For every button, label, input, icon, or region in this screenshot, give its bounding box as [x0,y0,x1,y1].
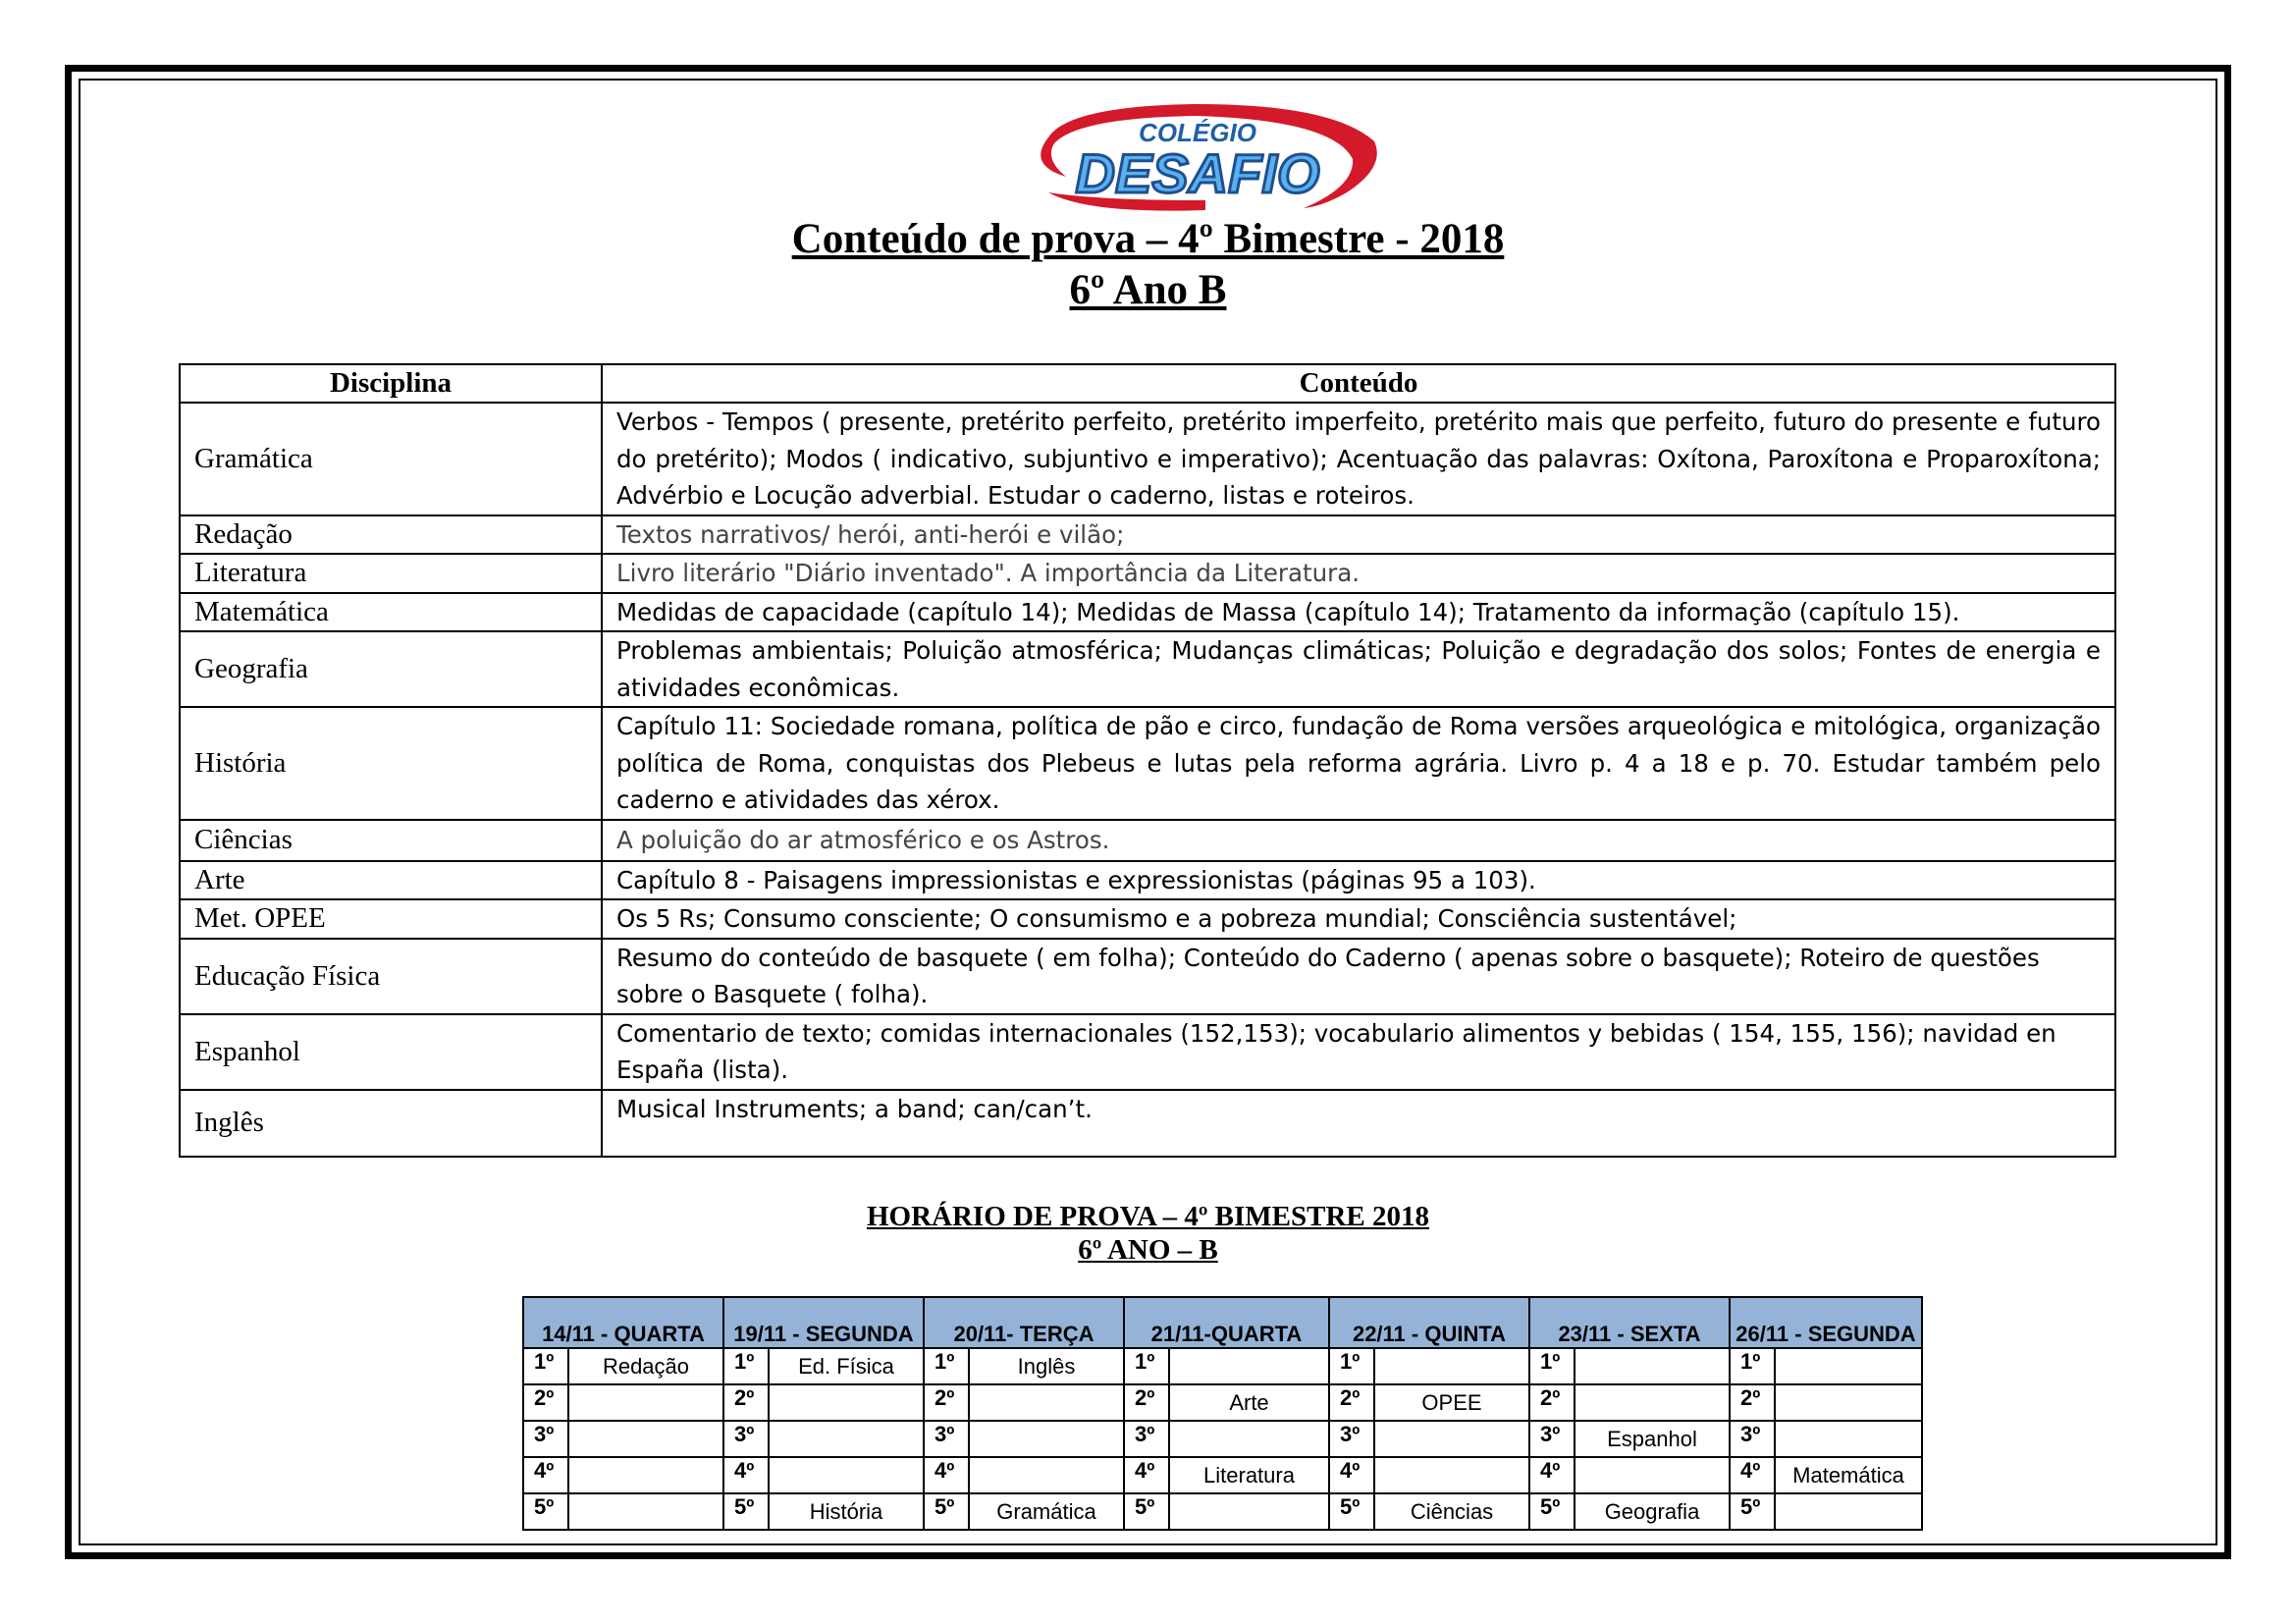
discipline-cell: Educação Física [180,939,602,1014]
discipline-cell: História [180,707,602,820]
content-cell: Comentario de texto; comidas internacionales (152,153); vocabulario alimentos y bebidas ( 154, 155, 156); navidad en España (lista). [602,1014,2115,1090]
table-row [180,939,2115,1014]
schedule-row [523,1384,1922,1421]
discipline-cell: Matemática [180,593,602,632]
period-number: 5º [1124,1493,1169,1530]
period-number: 3º [523,1421,568,1457]
discipline-cell: Geografia [180,631,602,707]
schedule-subject-cell [1374,1457,1529,1493]
schedule-day-header: 22/11 - QUINTA [1329,1297,1529,1348]
schedule-subject-cell [568,1457,723,1493]
content-table [179,363,2116,1158]
schedule-row [523,1493,1922,1530]
content-cell: Livro literário "Diário inventado". A importância da Literatura. [602,554,2115,593]
period-number: 3º [924,1421,969,1457]
period-number: 4º [1124,1457,1169,1493]
period-number: 2º [1529,1384,1575,1421]
period-number: 2º [723,1384,769,1421]
period-number: 2º [523,1384,568,1421]
schedule-subject-cell: História [769,1493,924,1530]
period-number: 3º [1329,1421,1374,1457]
schedule-title: HORÁRIO DE PROVA – 4º BIMESTRE 2018 [866,1201,1429,1232]
period-number: 4º [1529,1457,1575,1493]
schedule-subject-cell [1169,1421,1329,1457]
content-cell: Textos narrativos/ herói, anti-herói e vilão; [602,515,2115,555]
period-number: 5º [1529,1493,1575,1530]
schedule-subject-cell [1775,1348,1922,1384]
period-number: 3º [723,1421,769,1457]
table-row [180,593,2115,632]
schedule-subject-cell [1575,1384,1730,1421]
table-row [180,515,2115,555]
period-number: 2º [1730,1384,1775,1421]
content-table-header [180,364,2115,403]
period-number: 3º [1730,1421,1775,1457]
discipline-cell: Espanhol [180,1014,602,1090]
schedule-subject-cell: Ciências [1374,1493,1529,1530]
schedule-header-row [523,1297,1922,1348]
period-number: 2º [1124,1384,1169,1421]
logo-text-top: COLÉGIO [1139,118,1256,147]
schedule-subject-cell: Arte [1169,1384,1329,1421]
content-cell: Os 5 Rs; Consumo consciente; O consumismo e a pobreza mundial; Consciência sustentável; [602,899,2115,939]
schedule-day-header: 21/11-QUARTA [1124,1297,1329,1348]
schedule-subject-cell [969,1384,1124,1421]
discipline-cell: Arte [180,861,602,900]
table-row [180,861,2115,900]
discipline-cell: Gramática [180,403,602,515]
schedule-subject-cell [969,1421,1124,1457]
schedule-subject-cell [1374,1421,1529,1457]
period-number: 5º [1329,1493,1374,1530]
period-number: 1º [924,1348,969,1384]
period-number: 1º [1730,1348,1775,1384]
schedule-row [523,1421,1922,1457]
period-number: 3º [1529,1421,1575,1457]
content-cell: Capítulo 11: Sociedade romana, política de pão e circo, fundação de Roma versões arqueológica e mitológica, organização política de Roma, conquistas dos Plebeus e lutas pela reforma agrária. Livro p. 4 a 18 e p. 70. Estudar também pelo caderno e atividades das xérox. [602,707,2115,820]
schedule-subject-cell: Redação [568,1348,723,1384]
table-row [180,820,2115,861]
schedule-row [523,1348,1922,1384]
discipline-cell: Inglês [180,1090,602,1157]
schedule-subject-cell [1169,1493,1329,1530]
period-number: 1º [1329,1348,1374,1384]
schedule-subject-cell: Inglês [969,1348,1124,1384]
schedule-subject-cell: Matemática [1775,1457,1922,1493]
schedule-subject-cell: Espanhol [1575,1421,1730,1457]
period-number: 4º [924,1457,969,1493]
schedule-subject-cell [568,1493,723,1530]
period-number: 4º [723,1457,769,1493]
table-row [180,554,2115,593]
class-title: 6º Ano B [1069,267,1227,313]
schedule-subject-cell [769,1421,924,1457]
schedule-subject-cell [969,1457,1124,1493]
content-cell: Medidas de capacidade (capítulo 14); Medidas de Massa (capítulo 14); Tratamento da informação (capítulo 15). [602,593,2115,632]
schedule-subject-cell [1775,1493,1922,1530]
schedule-subject-cell: OPEE [1374,1384,1529,1421]
content-cell: Verbos - Tempos ( presente, pretérito perfeito, pretérito imperfeito, pretérito mais que perfeito, futuro do presente e futuro do pretérito); Modos ( indicativo, subjuntivo e imperativo); Acentuação das palavras: Oxítona, Paroxítona e Proparoxítona; Advérbio e Locução adverbial. Estudar o caderno, listas e roteiros. [602,403,2115,515]
schedule-subject-cell [568,1421,723,1457]
schedule-class: 6º ANO – B [1078,1234,1218,1266]
period-number: 4º [1329,1457,1374,1493]
schedule-subject-cell [1575,1348,1730,1384]
content-cell: Resumo do conteúdo de basquete ( em folha); Conteúdo do Caderno ( apenas sobre o basquete); Roteiro de questões sobre o Basquete ( folha). [602,939,2115,1014]
table-row [180,631,2115,707]
schedule-day-header: 23/11 - SEXTA [1529,1297,1730,1348]
content-cell: Capítulo 8 - Paisagens impressionistas e expressionistas (páginas 95 a 103). [602,861,2115,900]
period-number: 4º [1730,1457,1775,1493]
period-number: 5º [1730,1493,1775,1530]
period-number: 1º [1529,1348,1575,1384]
content-cell: Musical Instruments; a band; can/can’t. [602,1090,2115,1157]
period-number: 5º [924,1493,969,1530]
discipline-cell: Literatura [180,554,602,593]
discipline-cell: Met. OPEE [180,899,602,939]
schedule-day-header: 19/11 - SEGUNDA [723,1297,924,1348]
content-cell: A poluição do ar atmosférico e os Astros. [602,820,2115,861]
table-row [180,899,2115,939]
content-header: Conteúdo [602,364,2115,403]
period-number: 5º [523,1493,568,1530]
schedule-subject-cell [769,1384,924,1421]
schedule-subject-cell: Gramática [969,1493,1124,1530]
period-number: 2º [924,1384,969,1421]
schedule-subject-cell: Ed. Física [769,1348,924,1384]
period-number: 5º [723,1493,769,1530]
schedule-day-header: 14/11 - QUARTA [523,1297,723,1348]
schedule-day-header: 20/11- TERÇA [924,1297,1124,1348]
schedule-subject-cell [1169,1348,1329,1384]
page-title: Conteúdo de prova – 4º Bimestre - 2018 [791,216,1505,262]
period-number: 1º [1124,1348,1169,1384]
schedule-subject-cell: Literatura [1169,1457,1329,1493]
period-number: 1º [723,1348,769,1384]
table-row [180,707,2115,820]
discipline-header: Disciplina [180,364,602,403]
period-number: 3º [1124,1421,1169,1457]
schedule-subject-cell [1575,1457,1730,1493]
period-number: 4º [523,1457,568,1493]
table-row [180,403,2115,515]
table-row [180,1090,2115,1157]
discipline-cell: Ciências [180,820,602,861]
content-cell: Problemas ambientais; Poluição atmosférica; Mudanças climáticas; Poluição e degradação dos solos; Fontes de energia e atividades econômicas. [602,631,2115,707]
schedule-subject-cell: Geografia [1575,1493,1730,1530]
school-logo [1009,98,1386,216]
schedule-day-header: 26/11 - SEGUNDA [1730,1297,1922,1348]
schedule-subject-cell [1775,1384,1922,1421]
schedule-row [523,1457,1922,1493]
period-number: 1º [523,1348,568,1384]
logo-text-main: DESAFIO [1075,142,1320,204]
table-row [180,1014,2115,1090]
discipline-cell: Redação [180,515,602,555]
schedule-subject-cell [1775,1421,1922,1457]
period-number: 2º [1329,1384,1374,1421]
schedule-subject-cell [1374,1348,1529,1384]
schedule-subject-cell [769,1457,924,1493]
schedule-subject-cell [568,1384,723,1421]
schedule-table [522,1296,1923,1531]
